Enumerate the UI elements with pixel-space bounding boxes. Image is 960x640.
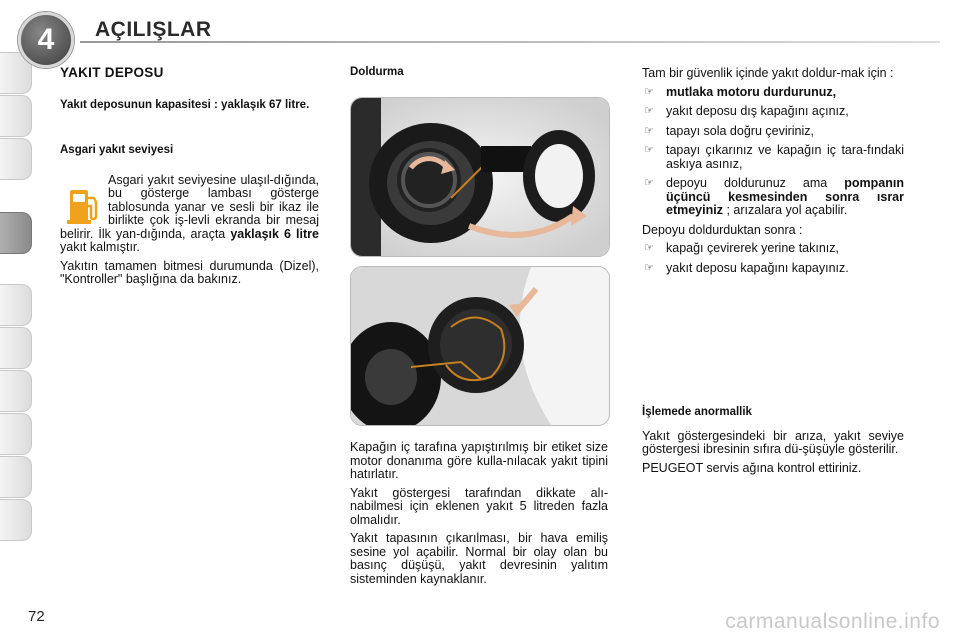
header-rule [80, 41, 940, 43]
min-fuel-text: Yakıt göstergesi tarafından dikkate alı-nabilmesi için eklenen yakıt 5 litreden fazla olmalıdır. [350, 485, 608, 527]
chapter-tab[interactable] [0, 138, 32, 180]
procedure-intro: Tam bir güvenlik içinde yakıt doldur-mak için : [642, 66, 894, 80]
filling-heading: Doldurma [350, 66, 404, 78]
pointing-hand-icon: ☞ [644, 242, 654, 254]
chapter-tabs [0, 52, 32, 577]
fuel-flap-open-photo [350, 97, 610, 257]
list-item: ☞ kapağı çevirerek yerine takınız, [644, 241, 839, 255]
list-item: ☞ tapayı çıkarınız ve kapağın iç tara-fındaki askıya asınız, [644, 143, 904, 171]
pointing-hand-icon: ☞ [644, 261, 654, 274]
chapter-tab[interactable] [0, 327, 32, 369]
min-level-text: Asgari yakıt seviyesine ulaşıl-dığında, bu gösterge lambası gösterge tablosunda yanar ve sesli bir ikaz ile birlikte çok iş-levli ekranda bir mesaj belirir. İlk yan-dığında, araçta yaklaşık 6 litre yakıt kalmıştır. [60, 172, 319, 254]
service-text: PEUGEOT servis ağına kontrol ettiriniz. [642, 460, 862, 475]
pointing-hand-icon: ☞ [644, 124, 654, 137]
watermark: carmanualsonline.info [725, 610, 940, 633]
list-item: ☞ tapayı sola doğru çeviriniz, [644, 123, 814, 138]
fault-heading: İşlemede anormallik [642, 406, 752, 418]
pointing-hand-icon: ☞ [644, 85, 654, 98]
chapter-tab[interactable] [0, 370, 32, 412]
right-column [642, 67, 904, 281]
chapter-tab[interactable] [0, 95, 32, 137]
pressure-text: Yakıt tapasının çıkarılması, bir hava emiliş sesine yol açabilir. Normal bir olay olan bu basınç düşüşü, yakıt devresinin yalıtım sisteminden kaynaklanır. [350, 531, 608, 586]
list-item: ☞ depoyu doldurunuz ama pompanın üçüncü kesmesinden sonra ısrar etmeyiniz ; arızalara yol açabilir. [644, 176, 904, 217]
fault-section [642, 406, 904, 480]
chapter-tab[interactable] [0, 499, 32, 541]
procedure-list [642, 86, 904, 218]
middle-text [350, 441, 608, 591]
page-number: 72 [28, 608, 45, 625]
left-column [60, 66, 319, 292]
fuel-cap-removal-photo [350, 266, 610, 426]
label-text: Kapağın iç tarafına yapıştırılmış bir etiket size motor donanıma göre kulla-nılacak yakıt tipini hatırlatır. [350, 440, 608, 481]
empty-tank-text: Yakıtın tamamen bitmesi durumunda (Dizel), "Kontroller" başlığına da bakınız. [60, 258, 319, 286]
chapter-title: AÇILIŞLAR [95, 18, 212, 41]
min-level-heading: Asgari yakıt seviyesi [60, 144, 174, 156]
chapter-tab[interactable] [0, 456, 32, 498]
list-item: ☞ yakıt deposu kapağını kapayınız. [644, 260, 849, 275]
chapter-tab[interactable] [0, 413, 32, 455]
pointing-hand-icon: ☞ [644, 105, 654, 117]
chapter-number-badge: 4 [18, 12, 74, 68]
list-item: ☞ yakıt deposu dış kapağını açınız, [644, 104, 849, 118]
fuel-pump-icon [62, 184, 106, 228]
section-heading: YAKIT DEPOSU [60, 65, 164, 80]
after-filling-list [642, 242, 904, 275]
chapter-tab[interactable] [0, 284, 32, 326]
middle-column [350, 66, 608, 96]
after-filling-intro: Depoyu doldurduktan sonra : [642, 222, 803, 237]
pointing-hand-icon: ☞ [644, 144, 654, 156]
capacity-text: Yakıt deposunun kapasitesi : yaklaşık 67 litre. [60, 98, 310, 111]
chapter-tab-active[interactable] [0, 212, 32, 254]
list-item: ☞ mutlaka motoru durdurunuz, [644, 84, 837, 99]
fault-text: Yakıt göstergesindeki bir arıza, yakıt seviye göstergesi ibresinin sıfıra dü-şüşüyle gösterilir. [642, 428, 904, 456]
pointing-hand-icon: ☞ [644, 177, 654, 189]
